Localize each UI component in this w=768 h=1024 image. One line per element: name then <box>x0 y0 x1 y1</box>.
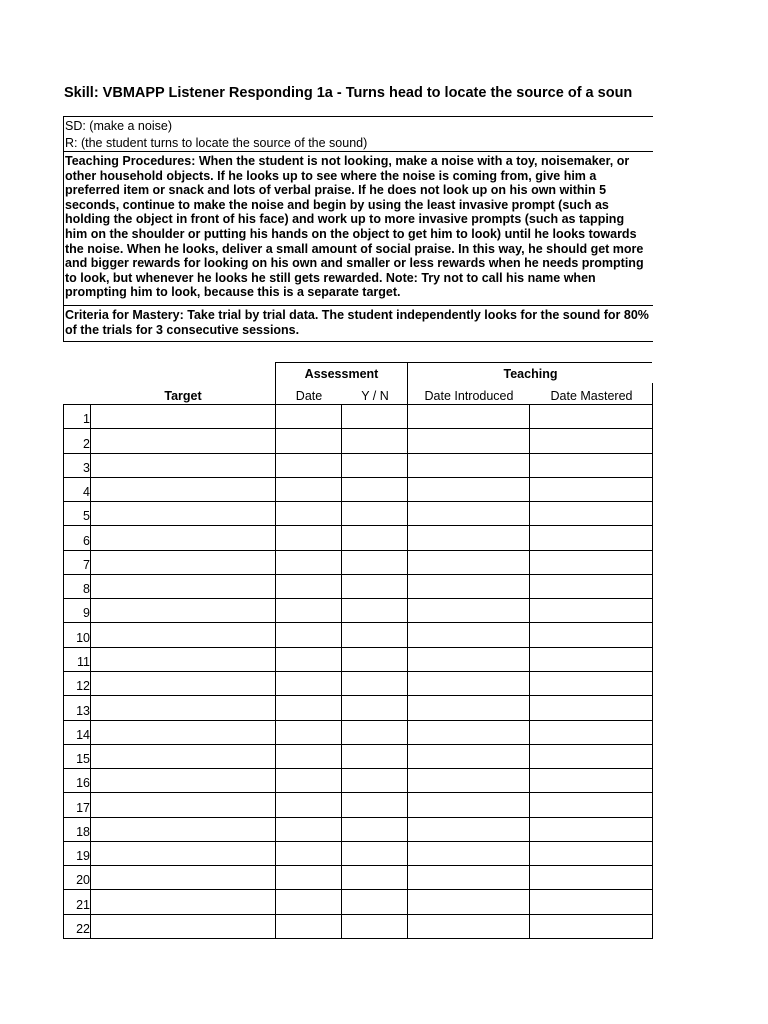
row-number: 16 <box>76 776 90 790</box>
header-date: Date <box>295 389 323 403</box>
row-number: 1 <box>83 412 90 426</box>
row-number: 20 <box>76 873 90 887</box>
row-number: 7 <box>83 558 90 572</box>
header-assessment: Assessment <box>304 367 379 381</box>
row-number: 22 <box>76 922 90 936</box>
sd-text: SD: (make a noise) <box>65 119 172 133</box>
response-text: R: (the student turns to locate the source of the sound) <box>65 136 368 150</box>
page-title: Skill: VBMAPP Listener Responding 1a - Turns head to locate the source of a soun <box>64 85 633 101</box>
header-target: Target <box>164 389 202 403</box>
header-date-introduced: Date Introduced <box>424 389 514 403</box>
row-number: 18 <box>76 825 90 839</box>
header-teaching: Teaching <box>503 367 558 381</box>
row-number: 5 <box>83 509 90 523</box>
row-number: 14 <box>76 728 90 742</box>
row-number: 21 <box>76 898 90 912</box>
row-number: 15 <box>76 752 90 766</box>
row-number: 11 <box>77 655 90 669</box>
row-number: 2 <box>83 437 90 451</box>
row-number: 8 <box>83 582 90 596</box>
row-number: 3 <box>83 461 90 475</box>
row-number: 17 <box>76 801 90 815</box>
criteria-text: Criteria for Mastery: Take trial by trial data. The student independently looks for the sound for 80% of the trials for 3 consecutive sessions. <box>64 305 653 339</box>
teaching-procedures-text: Teaching Procedures: When the student is not looking, make a noise with a toy, noisemaker, or other household objects. If he looks up to see where the noise is coming from, give him a preferred item or snack and lots of verbal praise. If he does not look up on his own within 5 seconds, continue to make the noise and begin by using the least invasive prompt (such as holding the object in front of his face) and work up to more invasive prompts (such as tapping him on the shoulder or putting his hands on the object to get him to look) until he looks towards the noise. When he looks, deliver a small amount of social praise. In this way, he should get more and bigger rewards for looking on his own and smaller or less rewards when he needs prompting to look, but whenever he looks he still gets rewarded. Note: Try not to call his name when prompting him to look, because this is a separate target. <box>64 151 653 305</box>
row-number: 4 <box>83 485 90 499</box>
header-date-mastered: Date Mastered <box>550 389 633 403</box>
header-yn: Y / N <box>361 389 389 403</box>
row-number: 13 <box>76 704 90 718</box>
row-number: 19 <box>76 849 90 863</box>
row-number: 9 <box>83 606 90 620</box>
row-number: 10 <box>76 631 90 645</box>
row-number: 6 <box>83 534 90 548</box>
row-number: 12 <box>76 679 90 693</box>
